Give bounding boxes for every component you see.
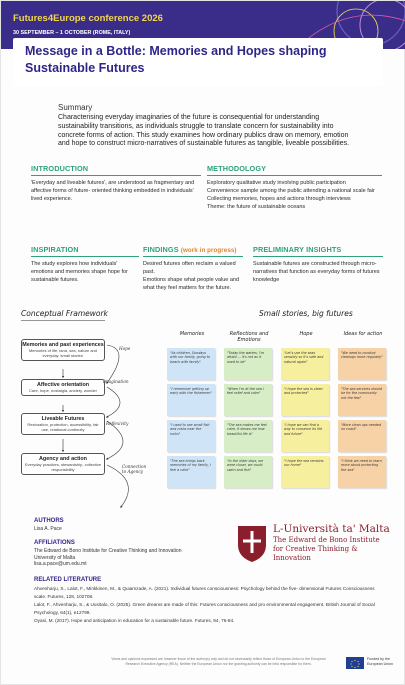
- column-reflections: Reflections and Emotions: [229, 331, 269, 343]
- sticky-note: "I hope we can find a way to conserve its life and future": [281, 420, 329, 452]
- inspiration-underline: [31, 256, 139, 257]
- introduction-heading: INTRODUCTION: [31, 164, 89, 173]
- framework-box-title: Liveable Futures: [41, 416, 85, 422]
- framework-label-reflexivity: Reflexivity: [106, 421, 129, 426]
- eu-funding-label: Funded by the European Union: [367, 657, 393, 666]
- affiliations-text: [34, 548, 214, 568]
- methodology-list: [207, 179, 382, 211]
- conference-dates: 30 SEPTEMBER – 1 OCTOBER (ROME, ITALY): [13, 30, 131, 36]
- sticky-note: "We need to conduct cleanups more regularly": [338, 348, 386, 380]
- authors-section: [34, 518, 214, 533]
- affiliation-line: lisa.a.pace@um.edu.mt: [34, 561, 87, 567]
- sticky-note: "More clean ups needed on coast": [338, 420, 386, 452]
- university-crest-icon: [235, 523, 269, 563]
- methodology-underline: [207, 175, 382, 176]
- framework-box-title: Agency and action: [39, 456, 87, 462]
- sticky-note: "Today the waters, I'm afraid ... it's not as it used to be": [224, 348, 272, 380]
- framework-box-sub: Restoration, protection, accessibility, fair use, relational continuity: [27, 422, 99, 432]
- methodology-item: Theme: the future of sustainable oceans: [207, 204, 306, 211]
- column-hope: Hope: [299, 331, 313, 337]
- sticky-note: "When I'm at the sea I feel relief and calm": [224, 384, 272, 416]
- introduction-underline: [31, 175, 201, 176]
- affiliation-line: The Edward de Bono Institute for Creative Thinking and Innovation: [34, 548, 182, 554]
- university-logo: [231, 523, 391, 563]
- sticky-note: "As children, Sundays with our family, going to beach with family": [167, 348, 215, 380]
- framework-label-agency: Connection to Agency: [122, 464, 147, 474]
- sticky-note: "I used to see small fish and crabs near the rocks": [167, 420, 215, 452]
- eu-funding-badge: [346, 655, 396, 673]
- summary-section: [58, 103, 358, 149]
- inspiration-heading: INSPIRATION: [31, 245, 79, 254]
- authors-text: Lisa A. Pace: [34, 526, 62, 532]
- methodology-item: Exploratory qualitative study involving public participation: [207, 180, 346, 187]
- findings-underline: [143, 256, 243, 257]
- sticky-note: "The sea brings back memories of my family, I feel a calm": [167, 456, 215, 488]
- eu-flag-icon: [346, 657, 364, 669]
- sticky-note: "In the older days, we were closer, we could swim and fish": [224, 456, 272, 488]
- university-name: L-Università ta' Malta: [273, 523, 390, 535]
- sticky-note: "I remember getting up early with the fishermen": [167, 384, 215, 416]
- framework-box-sub: Care, hope, nostalgia, anxiety, wonder: [29, 388, 97, 393]
- framework-label-hope: Hope: [119, 346, 131, 351]
- sticky-note: "The sea makes me feel calm. It shows me how beautiful life is": [224, 420, 272, 452]
- preliminary-heading: PRELIMINARY INSIGHTS: [253, 245, 342, 254]
- findings-list: [143, 260, 243, 292]
- stories-title: Small stories, big futures: [259, 309, 353, 318]
- summary-heading: Summary: [58, 103, 93, 112]
- sticky-note: "I hope the sea is clean and protected": [281, 384, 329, 416]
- framework-title-underline: [21, 319, 106, 322]
- findings-subtitle: (work in progress): [180, 247, 237, 254]
- methodology-heading: METHODOLOGY: [207, 164, 267, 173]
- inspiration-section: [31, 245, 139, 284]
- framework-arrows: [61, 331, 151, 521]
- title-box: [13, 38, 383, 86]
- preliminary-section: [253, 245, 383, 284]
- methodology-item: Convenience sample among the public attending a national scale fair Collecting memories, hopes and actions through interviews: [207, 188, 375, 203]
- literature-item: Ahvenharju, S., Lalot, F., Minkkinen, M., & Quiamzade, A. (2021). Individual futures consciousness: Psychology behind the five- dimensional Futures Consciousness scale. Futures, 128, 102708.: [34, 586, 375, 599]
- findings-section: [143, 245, 243, 292]
- sticky-note: "I hope the sea remains our home": [281, 456, 329, 488]
- summary-text: Characterising everyday imaginaries of the future is consequential for understanding sustainability transitions, as individuals struggle to translate concern for sustainability into concrete forms of action. This study examines how ordinary publics draw on memory, emotion and hope to construct micro-narratives of sustainable futures as tangible, liveable possibilities.: [58, 114, 350, 148]
- findings-heading: [143, 245, 243, 254]
- introduction-section: [31, 164, 201, 203]
- conference-name: Futures4Europe conference 2026: [13, 13, 163, 24]
- sticky-note: "I think we need to learn more about protecting the sea": [338, 456, 386, 488]
- framework-box-sub: Memories of life, land, sea, nature and everyday 'small stories': [28, 348, 98, 358]
- methodology-section: [207, 164, 382, 211]
- preliminary-underline: [253, 256, 383, 257]
- poster-title: Message in a Bottle: Memories and Hopes shaping Sustainable Futures: [25, 44, 327, 75]
- literature-list: [34, 585, 379, 625]
- sticky-note: "Let's use the seas sensibly so it's safe and natural again": [281, 348, 329, 380]
- findings-item: Emotions shape what people value and what they feel matters for the future.: [143, 277, 240, 292]
- introduction-text: 'Everyday and liveable futures', are understood as fragmentary and affective forms of future- oriented thinking embedded in individuals' lived experience.: [31, 180, 195, 203]
- affiliations-heading: AFFILIATIONS: [34, 540, 75, 546]
- affiliations-section: [34, 540, 214, 568]
- affiliation-line: University of Malta: [34, 554, 76, 561]
- preliminary-text: Sustainable futures are constructed through micro- narratives that function as everyday forms of futures knowledge: [253, 261, 380, 284]
- literature-section: [34, 577, 379, 625]
- literature-item: Lalot, F., Ahvenharju, S., & Uusitalo, O. (2025). Green dreams are made of this: Futures consciousness and pro environmental engagement. British Journal of Social Psychology, 64(1), e12799.: [34, 602, 375, 615]
- framework-title: Conceptual Framework: [21, 309, 108, 318]
- framework-box-title: Affective orientation: [36, 382, 90, 388]
- column-memories: Memories: [179, 331, 205, 337]
- inspiration-text: The study explores how individuals' emotions and memories shape hope for sustainable futures.: [31, 261, 128, 284]
- sticky-note: "The sea services should be for the community not the few": [338, 384, 386, 416]
- findings-title: FINDINGS: [143, 245, 179, 254]
- column-ideas: Ideas for action: [343, 331, 383, 337]
- disclaimer: Views and opinions expressed are however those of the author(s) only and do not necessarily reflect those of European Union or the European Research Executive Agency (REA). Neither the European Union nor the granting authority can be held responsible for them.: [111, 657, 326, 666]
- literature-heading: RELATED LITERATURE: [34, 577, 102, 583]
- eu-stars-icon: [346, 658, 364, 670]
- literature-item: Oyasi, M. (2017). Hope and anticipation in education for a sustainable future. Futures, 94, 76-84.: [34, 618, 235, 623]
- framework-label-imagination: Imagination: [103, 379, 129, 384]
- framework-box-sub: Everyday practices, stewardship, collective responsibility: [24, 462, 102, 472]
- institute-name: The Edward de Bono Institute for Creative Thinking & Innovation: [273, 536, 380, 562]
- authors-heading: AUTHORS: [34, 518, 64, 524]
- findings-item: Desired futures often reclaim a valued past.: [143, 261, 236, 276]
- framework-box-title: Memories and past experiences: [22, 342, 104, 348]
